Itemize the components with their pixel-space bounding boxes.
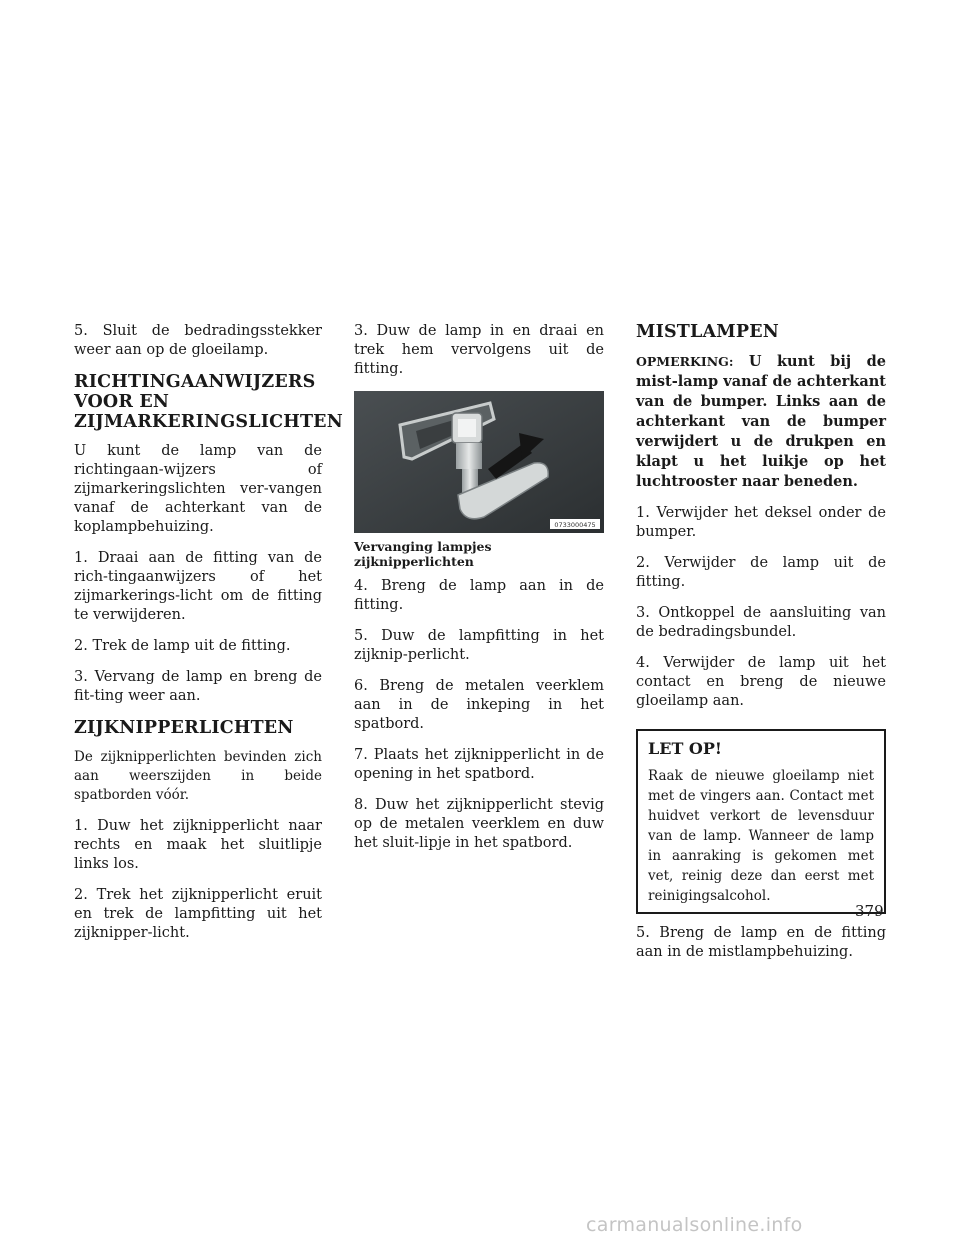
step-text: 2. Trek de lamp uit de fitting. <box>74 638 291 654</box>
step-text: 5. Sluit de bedradingsstekker weer aan op de gloeilamp. <box>74 323 322 358</box>
section-heading-mistlampen: MISTLAMPEN <box>636 322 779 342</box>
warning-box <box>636 729 886 914</box>
figure-code: 0733000475 <box>554 521 596 529</box>
step-text: 7. Plaats het zijknipperlicht in de opening in het spatbord. <box>354 747 604 782</box>
figure-caption: Vervanging lampjes zijknipperlichten <box>354 539 492 569</box>
step-text: 5. Breng de lamp en de fitting aan in de mistlampbehuizing. <box>636 925 886 960</box>
paragraph-intro: U kunt de lamp van de richtingaan-wijzers of zijmarkeringslichten ver-vangen vanaf de achterkant van de koplampbehuizing. <box>74 443 322 535</box>
step-text: 3. Vervang de lamp en breng de fit-ting weer aan. <box>74 669 322 704</box>
warning-title: LET OP! <box>648 739 722 758</box>
step-text: 3. Duw de lamp in en draai en trek hem vervolgens uit de fitting. <box>354 323 604 377</box>
column-middle <box>354 322 604 865</box>
warning-text: Raak de nieuwe gloeilamp niet met de vingers aan. Contact met huidvet verkort de levensduur van de lamp. Wanneer de lamp in aanraking is gekomen met vet, reinig deze dan eerst met reinigingsalcohol. <box>648 768 874 904</box>
page-number: 379 <box>855 902 884 920</box>
step-text: 1. Verwijder het deksel onder de bumper. <box>636 505 886 540</box>
note-text: U kunt bij de mist-lamp vanaf de achterkant van de bumper. Links aan de achterkant van de bumper verwijdert u de drukpen en klapt u het luikje op het luchtrooster naar beneden. <box>636 353 886 490</box>
step-text: 5. Duw de lampfitting in het zijknip-perlicht. <box>354 628 604 663</box>
step-text: 1. Duw het zijknipperlicht naar rechts en maak het sluitlipje links los. <box>74 818 322 872</box>
note-paragraph <box>636 352 886 492</box>
section-heading-richtingaanwijzers: RICHTINGAANWIJZERS VOOR EN ZIJMARKERINGSLICHTEN <box>74 372 343 432</box>
column-right <box>636 322 886 974</box>
step-text: 4. Breng de lamp aan in de fitting. <box>354 578 604 613</box>
step-text: 3. Ontkoppel de aansluiting van de bedradingsbundel. <box>636 605 886 640</box>
section-heading-zijknipperlichten: ZIJKNIPPERLICHTEN <box>74 718 294 738</box>
column-left <box>74 322 343 955</box>
step-text: 2. Verwijder de lamp uit de fitting. <box>636 555 886 590</box>
note-label: OPMERKING: <box>636 354 734 369</box>
step-text: 1. Draai aan de fitting van de rich-tingaanwijzers of het zijmarkerings-licht om de fitting te verwijderen. <box>74 550 322 623</box>
step-text: 8. Duw het zijknipperlicht stevig op de metalen veerklem en duw het sluit-lipje in het spatbord. <box>354 797 604 851</box>
watermark-text: carmanualsonline.info <box>586 1214 803 1236</box>
step-text: 6. Breng de metalen veerklem aan in de inkeping in het spatbord. <box>354 678 604 732</box>
step-text: 2. Trek het zijknipperlicht eruit en trek de lampfitting uit het zijknipper-licht. <box>74 887 322 941</box>
step-text: 4. Verwijder de lamp uit het contact en breng de nieuwe gloeilamp aan. <box>636 655 886 709</box>
paragraph-zijk-intro: De zijknipperlichten bevinden zich aan weerszijden in beide spatborden vóór. <box>74 749 322 803</box>
side-marker-lamp-illustration <box>354 391 604 533</box>
